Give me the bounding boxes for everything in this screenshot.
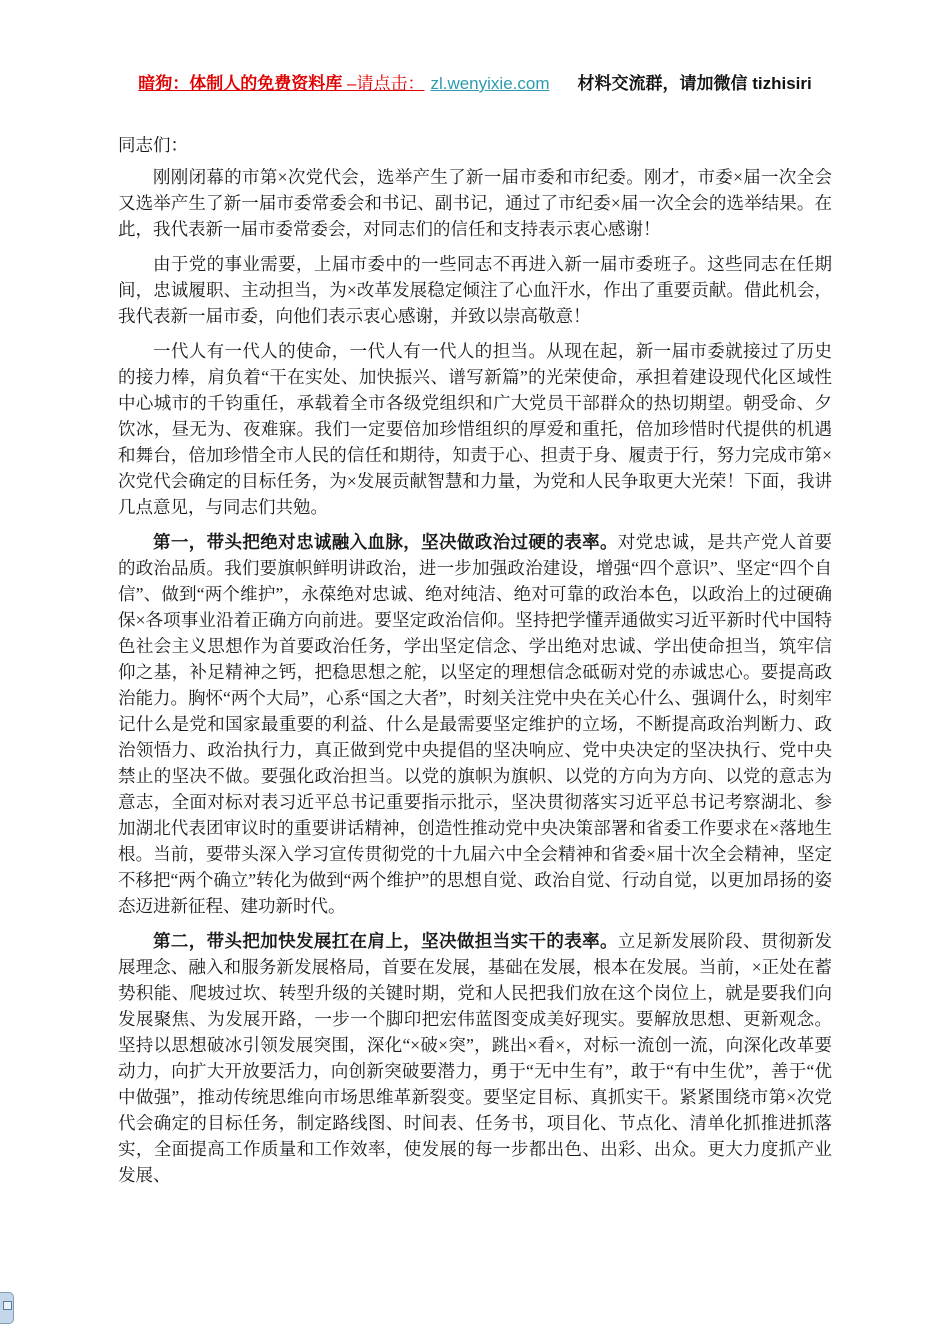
promo-header	[0, 0, 950, 96]
paragraph-4	[118, 529, 832, 919]
paragraph-3-text: 一代人有一代人的使命，一代人有一代人的担当。从现在起，新一届市委就接过了历史的接力棒，肩负着“干在实处、加快振兴、谱写新篇”的光荣使命，承担着建设现代化区域性中心城市的千钧重任，承载着全市各级党组织和广大党员干部群众的热切期望。朝受命、夕饮冰，昼无为、夜难寐。我们一定要倍加珍惜组织的厚爱和重托，倍加珍惜时代提供的机遇和舞台，倍加珍惜全市人民的信任和期待，知责于心、担责于身、履责于行，努力完成市第×次党代会确定的目标任务，为×发展贡献智慧和力量，为党和人民争取更大光荣！下面，我讲几点意见，与同志们共勉。	[118, 341, 832, 517]
promo-brand-text: 暗狗：体制人的免费资料库	[138, 74, 343, 93]
salutation: 同志们：	[118, 135, 188, 155]
promo-click-prompt: –请点击：	[342, 74, 425, 93]
paragraph-1	[118, 164, 832, 242]
paragraph-5-lead: 第二，带头把加快发展扛在肩上，坚决做担当实干的表率。	[153, 931, 618, 951]
promo-contact-text: 材料交流群，请加微信 tizhisiri	[577, 74, 812, 93]
paragraph-5-text: 立足新发展阶段、贯彻新发展理念、融入和服务新发展格局，首要在发展，基础在发展，根本在发展。当前，×正处在蓄势积能、爬坡过坎、转型升级的关键时期，党和人民把我们放在这个岗位上，就是要我们向发展聚焦、为发展开路，一步一个脚印把宏伟蓝图变成美好现实。要解放思想、更新观念。坚持以思想破冰引领发展突围，深化“×破×突”，跳出×看×，对标一流创一流，向深化改革要动力，向扩大开放要活力，向创新突破要潜力，勇于“无中生有”，敢于“有中生优”，善于“优中做强”，推动传统思维向市场思维革新裂变。要坚定目标、真抓实干。紧紧围绕市第×次党代会确定的目标任务，制定路线图、时间表、任务书，项目化、节点化、清单化抓推进抓落实，全面提高工作质量和工作效率，使发展的每一步都出色、出彩、出众。更大力度抓产业发展、	[118, 931, 833, 1185]
paragraph-2	[118, 251, 832, 329]
edge-widget-handle[interactable]	[0, 1292, 14, 1324]
paragraph-5	[118, 928, 832, 1188]
paragraph-3	[118, 338, 832, 520]
paragraph-4-text: 对党忠诚，是共产党人首要的政治品质。我们要旗帜鲜明讲政治，进一步加强政治建设，增强“四个意识”、坚定“四个自信”、做到“两个维护”，永葆绝对忠诚、绝对纯洁、绝对可靠的政治本色，以政治上的过硬确保×各项事业沿着正确方向前进。要坚定政治信仰。坚持把学懂弄通做实习近平新时代中国特色社会主义思想作为首要政治任务，学出坚定信念、学出绝对忠诚、学出使命担当，筑牢信仰之基，补足精神之钙，把稳思想之舵，以坚定的理想信念砥砺对党的赤诚忠心。要提高政治能力。胸怀“两个大局”，心系“国之大者”，时刻关注党中央在关心什么、强调什么，时刻牢记什么是党和国家最重要的利益、什么是最需要坚定维护的立场，不断提高政治判断力、政治领悟力、政治执行力，真正做到党中央提倡的坚决响应、党中央决定的坚决执行、党中央禁止的坚决不做。要强化政治担当。以党的旗帜为旗帜、以党的方向为方向、以党的意志为意志，全面对标对表习近平总书记重要指示批示，坚决贯彻落实习近平总书记考察湖北、参加湖北代表团审议时的重要讲话精神，创造性推动党中央决策部署和省委工作要求在×落地生根。当前，要带头深入学习宣传贯彻党的十九届六中全会精神和省委×届十次全会精神，坚定不移把“两个确立”转化为做到“两个维护”的思想自觉、政治自觉、行动自觉，以更加昂扬的姿态迈进新征程、建功新时代。	[118, 532, 833, 916]
document-body	[118, 132, 832, 1188]
paragraph-2-text: 由于党的事业需要，上届市委中的一些同志不再进入新一届市委班子。这些同志在任期间，忠诚履职、主动担当，为×改革发展稳定倾注了心血汗水，作出了重要贡献。借此机会，我代表新一届市委，向他们表示衷心感谢，并致以崇高敬意！	[118, 254, 832, 326]
promo-site-link[interactable]: zl.wenyixie.com	[430, 74, 550, 93]
paragraph-1-text: 刚刚闭幕的市第×次党代会，选举产生了新一届市委和市纪委。刚才，市委×届一次全会又选举产生了新一届市委常委会和书记、副书记，通过了市纪委×届一次全会的选举结果。在此，我代表新一届市委常委会，对同志们的信任和支持表示衷心感谢！	[118, 167, 832, 239]
paragraph-4-lead: 第一，带头把绝对忠诚融入血脉，坚决做政治过硬的表率。	[153, 532, 618, 552]
